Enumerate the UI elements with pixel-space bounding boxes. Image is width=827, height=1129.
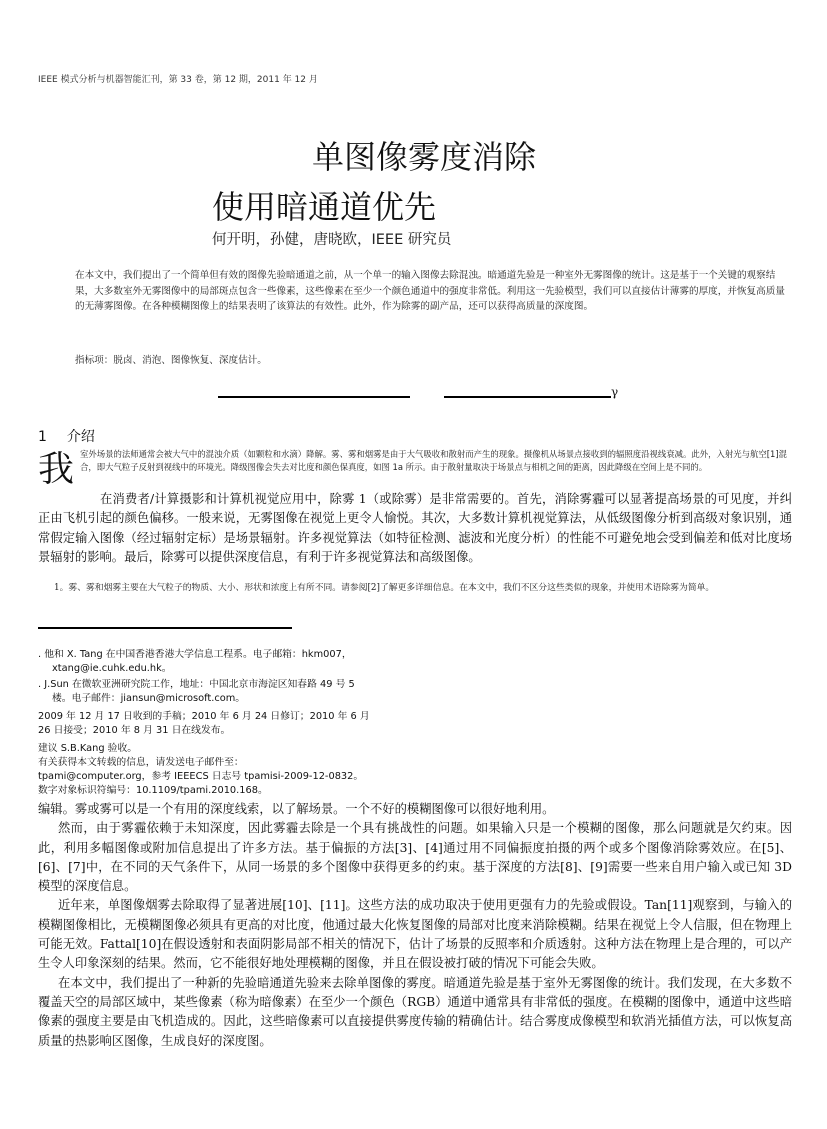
reprint-email: tpami@computer.org，参考 IEEECS 日志号 tpamisi-2009-12-0832。 [38, 771, 364, 782]
intro-paragraph: 室外场景的法师通常会被大气中的混浊介质（如颗粒和水滴）降解。雾、雾和烟雾是由于大气吸收和散射而产生的现象。摄像机从场景点接收到的辐照度沿视线衰减。此外，入射光与航空[1]混合，即大气粒子反射到视线中的环境光。降级图像会失去对比度和颜色保真度，如图 1a 所示。由于散射量取决于场景点与相机之间的距离，因此降级在空间上是不同的。 [80, 449, 787, 472]
journal-header: IEEE 模式分析与机器智能汇刊，第 33 卷，第 12 期，2011 年 12 月 [38, 75, 318, 85]
manuscript-dates-line-b: 26 日接受；2010 年 8 月 31 日在线发布。 [38, 725, 231, 736]
drop-cap: 我 [38, 449, 75, 490]
paragraph-text: 在消费者/计算摄影和计算机视觉应用中，除雾 1（或除雾）是非常需要的。首先，消除雾霾可以显著提高场景的可见度，并纠正由飞机引起的颜色偏移。一般来说，无雾图像在视觉上更令人愉悦。其次，大多数计算机视觉算法，从低级图像分析到高级对象识别，通常假定输入图像（经过辐射定标）是场景辐射。许多视觉算法（如特征检测、滤波和光度分析）的性能不可避免地会受到偏差和低对比度场景辐射的影响。最后，除雾可以提供深度信息，有利于许多视觉算法和高级图像。 [38, 492, 792, 564]
index-terms: 指标项：脱卤、消泡、图像恢复、深度估计。 [75, 355, 267, 366]
body-paragraph-1 [38, 490, 792, 567]
paper-title-line2: 使用暗通道优先 [212, 188, 437, 226]
affiliation-1-line-b: xtang@ie.cuhk.edu.hk。 [52, 663, 172, 674]
separator-gamma: γ [611, 385, 619, 399]
affiliation-1-line-a: . 他和 X. Tang 在中国香港香港大学信息工程系。电子邮箱：hkm007， [38, 649, 352, 660]
author-list: 何开明，孙健，唐晓欧，IEEE 研究员 [212, 232, 452, 248]
manuscript-dates-line-a: 2009 年 12 月 17 日收到的手稿；2010 年 6 月 24 日修订；2010 年 6 月 [38, 711, 370, 722]
body-paragraph-5: 在本文中，我们提出了一种新的先验暗通道先验来去除单图像的雾度。暗通道先验是基于室外无雾图像的统计。我们发现，在大多数不覆盖天空的局部区域中，某些像素（称为暗像素）在至少一个颜色（RGB）通道中通常具有非常低的强度。在模糊的图像中，通道中这些暗像素的强度主要是由飞机造成的。因此，这些暗像素可以直接提供雾度传输的精确估计。结合雾度成像模型和软消光插值方法，可以恢复高质量的热影响区图像，生成良好的深度图。 [38, 975, 792, 1048]
body-paragraph-4: 近年来，单图像烟雾去除取得了显著进展[10]、[11]。这些方法的成功取决于使用更强有力的先验或假设。Tan[11]观察到，与输入的模糊图像相比，无模糊图像必须具有更高的对比度，他通过最大化恢复图像的局部对比度来消除模糊。结果在视觉上令人信服，但在物理上可能无效。Fattal[10]在假设透射和表面阴影局部不相关的情况下，估计了场景的反照率和介质透射。这种方法在物理上是合理的，可以产生令人印象深刻的结果。然而，它不能很好地处理模糊的图像，并且在假设被打破的情况下可能会失败。 [38, 898, 792, 971]
manuscript-dates [38, 710, 438, 738]
abstract: 在本文中，我们提出了一个简单但有效的图像先验暗通道之前，从一个单一的输入图像去除混浊。暗通道先验是一种室外无雾图像的统计。这是基于一个关键的观察结果，大多数室外无雾图像中的局部斑点包含一些像素，这些像素在至少一个颜色通道中的强度非常低。利用这一先验模型，我们可以直接估计薄雾的厚度，并恢复高质量的无薄雾图像。在各种模糊图像上的结果表明了该算法的有效性。此外，作为除雾的副产品，还可以获得高质量的深度图。 [75, 270, 785, 312]
doi: 数字对象标识符编号：10.1109/tpami.2010.168。 [38, 785, 268, 796]
affiliation-1 [38, 648, 438, 676]
recommended-by: 建议 S.B.Kang 验收。 [38, 743, 138, 754]
body-paragraphs [38, 800, 792, 1051]
reprint-info: 有关获得本文转载的信息，请发送电子邮件至： [38, 757, 244, 768]
paper-title-line1: 单图像雾度消除 [312, 138, 537, 176]
separator-rule-left [218, 396, 410, 398]
affiliation-2-line-b: 楼。电子邮件：jiansun@microsoft.com。 [52, 693, 246, 704]
affiliation-2-line-a: . J.Sun 在微软亚洲研究院工作，地址：中国北京市海淀区知春路 49 号 5 [38, 679, 355, 690]
separator-rule-right [444, 396, 611, 398]
affiliation-2 [38, 678, 438, 706]
body-paragraph-3: 然而，由于雾霾依赖于未知深度，因此雾霾去除是一个具有挑战性的问题。如果输入只是一个模糊的图像，那么问题就是欠约束。因此，利用多幅图像或附加信息提出了许多方法。基于偏振的方法[3]、[4]通过用不同偏振度拍摄的两个或多个图像消除雾效应。在[5]、[6]、[7]中，在不同的天气条件下，从同一场景的多个图像中获得更多的约束。基于深度的方法[8]、[9]需要一些来自用户输入或已知 3D 模型的深度信息。 [38, 821, 792, 894]
section-title: 介绍 [66, 429, 95, 445]
section-heading [38, 426, 95, 446]
footnote: 1。雾、雾和烟雾主要在大气粒子的物质、大小、形状和浓度上有所不同。请参阅[2]了解更多详细信息。在本文中，我们不区分这些类似的现象，并使用术语除雾为简单。 [54, 583, 715, 593]
body-paragraph-2: 编辑。雾或雾可以是一个有用的深度线索，以了解场景。一个不好的模糊图像可以很好地利用。 [38, 802, 555, 816]
footnote-rule [38, 627, 292, 629]
section-number: 1 [38, 429, 47, 445]
